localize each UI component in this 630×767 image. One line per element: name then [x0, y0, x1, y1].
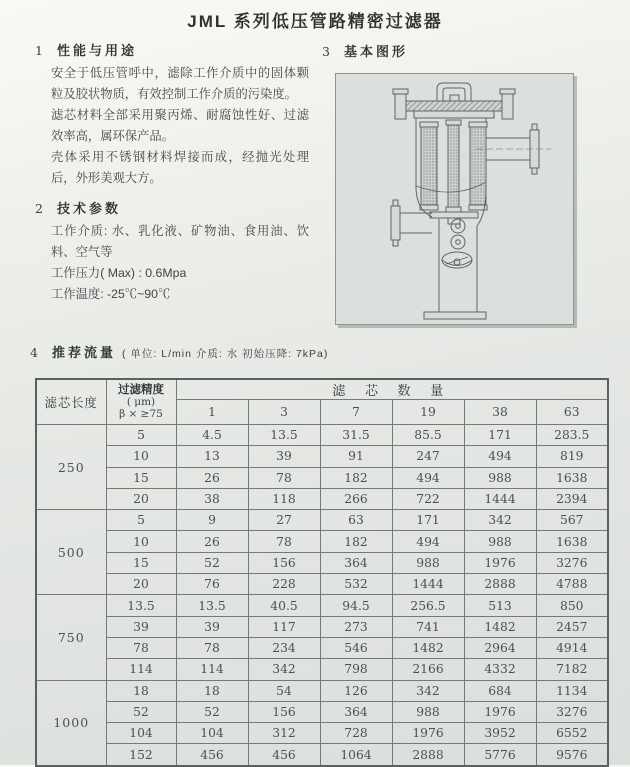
left-column	[35, 40, 313, 305]
flow-value-cell: 4.5	[176, 425, 248, 446]
flow-value-cell: 4332	[464, 659, 536, 680]
flow-value-cell: 456	[248, 744, 320, 766]
table-row	[36, 552, 608, 573]
flow-value-cell: 5776	[464, 744, 536, 766]
section1-paragraph: 安全于低压管呼中，滤除工作介质中的固体颗粒及胶状物质，有效控制工作介质的污染度。	[51, 66, 309, 101]
section3-number: 3	[322, 44, 330, 59]
flow-value-cell: 39	[176, 616, 248, 637]
precision-cell: 5	[106, 510, 176, 531]
flow-value-cell: 26	[176, 467, 248, 488]
flow-value-cell: 78	[248, 467, 320, 488]
flow-value-cell: 1064	[320, 744, 392, 766]
flow-value-cell: 741	[392, 616, 464, 637]
flow-value-cell: 13.5	[176, 595, 248, 616]
section2-body	[51, 221, 309, 305]
flow-value-cell: 3276	[536, 701, 608, 722]
flow-value-cell: 364	[320, 552, 392, 573]
flow-value-cell: 31.5	[320, 425, 392, 446]
flow-value-cell: 728	[320, 723, 392, 744]
section3-title: 基本图形	[344, 44, 409, 59]
flow-value-cell: 171	[392, 510, 464, 531]
flow-value-cell: 126	[320, 680, 392, 701]
section1-number: 1	[35, 43, 43, 58]
flow-value-cell: 988	[464, 467, 536, 488]
quantity-span-header: 滤 芯 数 量	[176, 379, 608, 400]
flow-value-cell: 273	[320, 616, 392, 637]
flow-value-cell: 40.5	[248, 595, 320, 616]
flow-value-cell: 819	[536, 446, 608, 467]
flow-value-cell: 2166	[392, 659, 464, 680]
flow-value-cell: 3276	[536, 552, 608, 573]
precision-cell: 20	[106, 574, 176, 595]
flow-value-cell: 91	[320, 446, 392, 467]
flow-value-cell: 342	[464, 510, 536, 531]
flow-value-cell: 234	[248, 637, 320, 658]
table-row	[36, 425, 608, 446]
flow-table-body	[36, 425, 608, 766]
flow-value-cell: 1444	[464, 488, 536, 509]
precision-cell: 10	[106, 531, 176, 552]
precision-cell: 18	[106, 680, 176, 701]
table-row	[36, 531, 608, 552]
flow-value-cell: 78	[176, 637, 248, 658]
flow-value-cell: 1976	[392, 723, 464, 744]
precision-cell: 5	[106, 425, 176, 446]
flow-value-cell: 114	[176, 659, 248, 680]
flow-value-cell: 1482	[464, 616, 536, 637]
length-column-header: 滤芯长度	[36, 379, 106, 425]
section2-line: 工作压力( Max) : 0.6Mpa	[51, 266, 187, 280]
flow-value-cell: 567	[536, 510, 608, 531]
flow-value-cell: 988	[392, 552, 464, 573]
flow-rate-table	[35, 378, 609, 767]
section1-body	[51, 63, 309, 189]
section2-line: 工作温度: -25℃~90℃	[51, 287, 171, 301]
flow-value-cell: 38	[176, 488, 248, 509]
table-row	[36, 488, 608, 509]
page-title: JML 系列低压管路精密过滤器	[187, 12, 443, 31]
flow-value-cell: 182	[320, 467, 392, 488]
flow-value-cell: 2888	[392, 744, 464, 766]
precision-cell: 114	[106, 659, 176, 680]
flow-value-cell: 104	[176, 723, 248, 744]
precision-cell: 78	[106, 637, 176, 658]
section4-title: 推荐流量	[52, 345, 117, 360]
flow-value-cell: 1638	[536, 467, 608, 488]
flow-value-cell: 39	[248, 446, 320, 467]
table-row	[36, 510, 608, 531]
flow-value-cell: 171	[464, 425, 536, 446]
flow-value-cell: 1482	[392, 637, 464, 658]
flow-value-cell: 342	[392, 680, 464, 701]
flow-value-cell: 4788	[536, 574, 608, 595]
flow-value-cell: 13.5	[248, 425, 320, 446]
flow-value-cell: 2457	[536, 616, 608, 637]
table-row	[36, 637, 608, 658]
flow-value-cell: 494	[464, 446, 536, 467]
flow-value-cell: 52	[176, 552, 248, 573]
precision-cell: 104	[106, 723, 176, 744]
table-row	[36, 723, 608, 744]
flow-value-cell: 52	[176, 701, 248, 722]
precision-header-line1: 过滤精度	[118, 384, 164, 396]
flow-value-cell: 532	[320, 574, 392, 595]
section3-heading	[322, 41, 408, 60]
filter-technical-drawing	[335, 73, 574, 325]
flow-value-cell: 26	[176, 531, 248, 552]
flow-value-cell: 63	[320, 510, 392, 531]
precision-cell: 52	[106, 701, 176, 722]
quantity-column-header: 63	[536, 400, 608, 425]
flow-value-cell: 3952	[464, 723, 536, 744]
precision-cell: 15	[106, 552, 176, 573]
flow-value-cell: 54	[248, 680, 320, 701]
flow-value-cell: 456	[176, 744, 248, 766]
flow-value-cell: 156	[248, 701, 320, 722]
flow-value-cell: 2888	[464, 574, 536, 595]
precision-header-line3: β × ≥75	[119, 408, 163, 420]
section2-title: 技术参数	[57, 201, 122, 216]
flow-value-cell: 342	[248, 659, 320, 680]
flow-value-cell: 94.5	[320, 595, 392, 616]
flow-value-cell: 1444	[392, 574, 464, 595]
flow-value-cell: 684	[464, 680, 536, 701]
flow-value-cell: 85.5	[392, 425, 464, 446]
precision-cell: 152	[106, 744, 176, 766]
quantity-column-header: 3	[248, 400, 320, 425]
cartridge-length-cell: 750	[36, 595, 106, 680]
precision-cell: 10	[106, 446, 176, 467]
table-row	[36, 701, 608, 722]
section2-line: 工作介质: 水、乳化液、矿物油、食用油、饮料、空气等	[51, 224, 309, 259]
flow-value-cell: 1638	[536, 531, 608, 552]
cartridge-length-cell: 250	[36, 425, 106, 510]
flow-value-cell: 546	[320, 637, 392, 658]
flow-value-cell: 494	[392, 531, 464, 552]
flow-value-cell: 247	[392, 446, 464, 467]
cartridge-length-cell: 1000	[36, 680, 106, 766]
table-row	[36, 446, 608, 467]
table-row	[36, 659, 608, 680]
flow-value-cell: 266	[320, 488, 392, 509]
flow-value-cell: 117	[248, 616, 320, 637]
flow-value-cell: 76	[176, 574, 248, 595]
quantity-column-header: 7	[320, 400, 392, 425]
precision-cell: 39	[106, 616, 176, 637]
precision-cell: 15	[106, 467, 176, 488]
flow-value-cell: 1976	[464, 552, 536, 573]
precision-header-line2: ( μm)	[126, 396, 156, 408]
section2-number: 2	[35, 201, 43, 216]
flow-value-cell: 513	[464, 595, 536, 616]
flow-value-cell: 1976	[464, 701, 536, 722]
flow-value-cell: 9576	[536, 744, 608, 766]
flow-value-cell: 2394	[536, 488, 608, 509]
flow-value-cell: 494	[392, 467, 464, 488]
flow-value-cell: 9	[176, 510, 248, 531]
section1-heading	[35, 40, 313, 59]
section2-heading	[35, 198, 313, 217]
table-row	[36, 744, 608, 766]
flow-value-cell: 118	[248, 488, 320, 509]
section1-paragraph: 滤芯材料全部采用聚丙烯、耐腐蚀性好、过滤效率高，属环保产品。	[51, 108, 309, 143]
flow-value-cell: 156	[248, 552, 320, 573]
flow-value-cell: 228	[248, 574, 320, 595]
flow-value-cell: 850	[536, 595, 608, 616]
section4-subtitle: ( 单位: L/min 介质: 水 初始压降: 7kPa)	[122, 348, 329, 360]
flow-value-cell: 988	[392, 701, 464, 722]
flow-value-cell: 78	[248, 531, 320, 552]
flow-value-cell: 364	[320, 701, 392, 722]
quantity-column-header: 19	[392, 400, 464, 425]
flow-value-cell: 312	[248, 723, 320, 744]
flow-table-header	[36, 379, 608, 425]
section4-heading	[30, 342, 328, 361]
quantity-column-header: 1	[176, 400, 248, 425]
table-row	[36, 574, 608, 595]
section1-paragraph: 壳体采用不锈钢材料焊接而成，经抛光处理后，外形美观大方。	[51, 150, 309, 185]
flow-value-cell: 256.5	[392, 595, 464, 616]
table-row	[36, 616, 608, 637]
flow-value-cell: 1134	[536, 680, 608, 701]
precision-cell: 20	[106, 488, 176, 509]
flow-value-cell: 6552	[536, 723, 608, 744]
flow-value-cell: 988	[464, 531, 536, 552]
flow-value-cell: 4914	[536, 637, 608, 658]
flow-value-cell: 7182	[536, 659, 608, 680]
flow-value-cell: 18	[176, 680, 248, 701]
precision-column-header	[106, 379, 176, 425]
table-row	[36, 595, 608, 616]
table-row	[36, 680, 608, 701]
cartridge-length-cell: 500	[36, 510, 106, 595]
flow-value-cell: 798	[320, 659, 392, 680]
quantity-column-header: 38	[464, 400, 536, 425]
flow-value-cell: 283.5	[536, 425, 608, 446]
filter-vessel-diagram	[336, 74, 573, 324]
table-row	[36, 467, 608, 488]
precision-cell: 13.5	[106, 595, 176, 616]
section4-number: 4	[30, 345, 38, 360]
flow-value-cell: 27	[248, 510, 320, 531]
flow-value-cell: 182	[320, 531, 392, 552]
section1-title: 性能与用途	[57, 43, 138, 58]
flow-value-cell: 2964	[464, 637, 536, 658]
flow-value-cell: 722	[392, 488, 464, 509]
flow-value-cell: 13	[176, 446, 248, 467]
